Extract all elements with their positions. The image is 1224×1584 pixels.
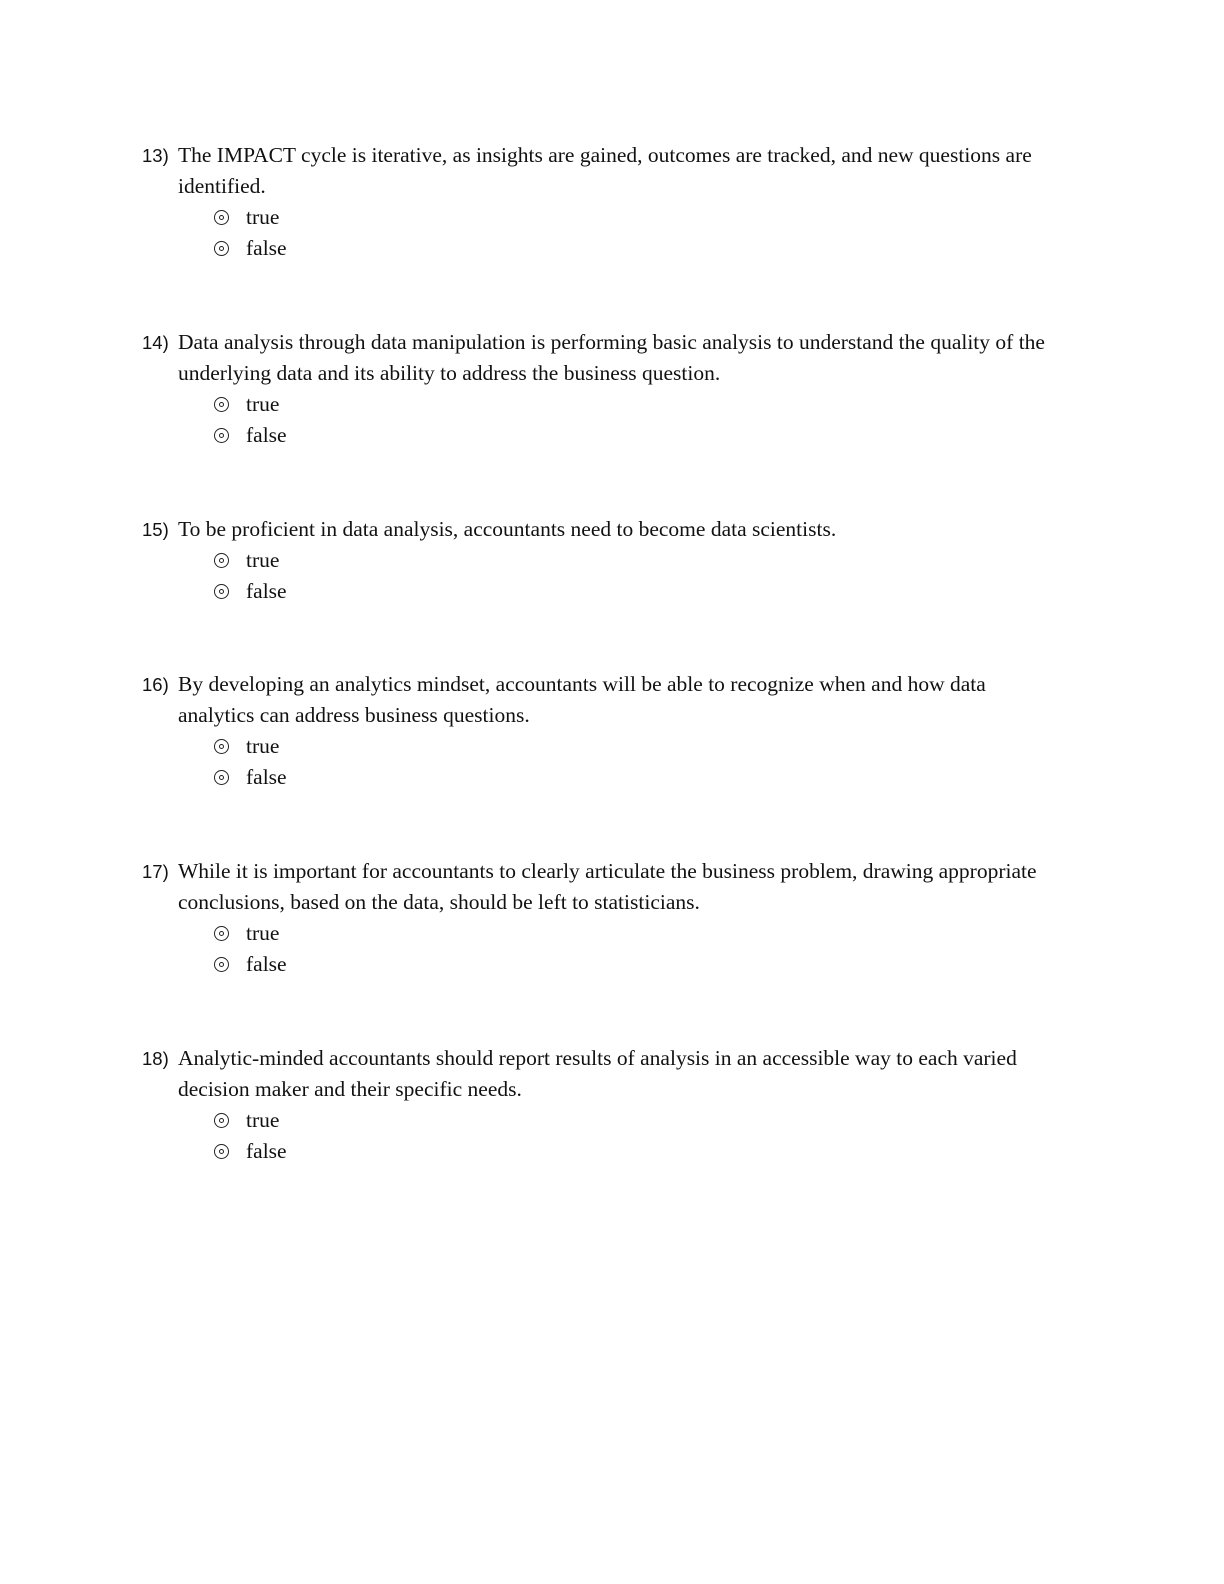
radio-button-icon[interactable] xyxy=(214,210,229,225)
option-label: false xyxy=(246,1139,287,1163)
radio-button-icon[interactable] xyxy=(214,1113,229,1128)
question-number: 14) xyxy=(142,332,169,353)
option-label: true xyxy=(246,392,280,416)
question-16 xyxy=(142,669,1062,793)
question-number: 18) xyxy=(142,1048,169,1069)
option-label: true xyxy=(246,921,280,945)
option-label: true xyxy=(246,734,280,758)
option-label: false xyxy=(246,423,287,447)
question-text: Data analysis through data manipulation is performing basic analysis to understand the quality of the underlying data and its ability to address the business question. xyxy=(178,330,1045,385)
question-14 xyxy=(142,327,1062,451)
question-18 xyxy=(142,1043,1062,1167)
question-17 xyxy=(142,856,1062,980)
radio-button-icon[interactable] xyxy=(214,770,229,785)
option-true[interactable] xyxy=(214,545,1062,576)
option-false[interactable] xyxy=(214,576,1062,607)
question-text: Analytic-minded accountants should report results of analysis in an accessible way to each varied decision maker and their specific needs. xyxy=(178,1046,1017,1101)
option-true[interactable] xyxy=(214,731,1062,762)
radio-button-icon[interactable] xyxy=(214,397,229,412)
question-15 xyxy=(142,514,1062,607)
radio-button-icon[interactable] xyxy=(214,739,229,754)
option-true[interactable] xyxy=(214,1105,1062,1136)
answer-options xyxy=(142,545,1062,607)
option-false[interactable] xyxy=(214,949,1062,980)
option-false[interactable] xyxy=(214,762,1062,793)
radio-button-icon[interactable] xyxy=(214,584,229,599)
option-true[interactable] xyxy=(214,389,1062,420)
option-label: false xyxy=(246,952,287,976)
question-text: To be proficient in data analysis, accountants need to become data scientists. xyxy=(178,517,837,541)
radio-button-icon[interactable] xyxy=(214,1144,229,1159)
answer-options xyxy=(142,202,1062,264)
answer-options xyxy=(142,731,1062,793)
radio-button-icon[interactable] xyxy=(214,926,229,941)
question-13 xyxy=(142,140,1062,264)
question-number: 17) xyxy=(142,861,169,882)
answer-options xyxy=(142,389,1062,451)
option-false[interactable] xyxy=(214,420,1062,451)
radio-button-icon[interactable] xyxy=(214,241,229,256)
radio-button-icon[interactable] xyxy=(214,428,229,443)
question-text: While it is important for accountants to clearly articulate the business problem, drawing appropriate conclusions, based on the data, should be left to statisticians. xyxy=(178,859,1037,914)
option-true[interactable] xyxy=(214,918,1062,949)
option-label: true xyxy=(246,1108,280,1132)
question-text: By developing an analytics mindset, accountants will be able to recognize when and how data analytics can address business questions. xyxy=(178,672,986,727)
answer-options xyxy=(142,918,1062,980)
answer-options xyxy=(142,1105,1062,1167)
option-label: true xyxy=(246,205,280,229)
option-true[interactable] xyxy=(214,202,1062,233)
option-false[interactable] xyxy=(214,1136,1062,1167)
option-label: false xyxy=(246,579,287,603)
question-number: 16) xyxy=(142,674,169,695)
question-number: 15) xyxy=(142,519,169,540)
option-label: true xyxy=(246,548,280,572)
question-number: 13) xyxy=(142,145,169,166)
radio-button-icon[interactable] xyxy=(214,957,229,972)
option-label: false xyxy=(246,236,287,260)
option-false[interactable] xyxy=(214,233,1062,264)
option-label: false xyxy=(246,765,287,789)
radio-button-icon[interactable] xyxy=(214,553,229,568)
question-text: The IMPACT cycle is iterative, as insights are gained, outcomes are tracked, and new questions are identified. xyxy=(178,143,1032,198)
